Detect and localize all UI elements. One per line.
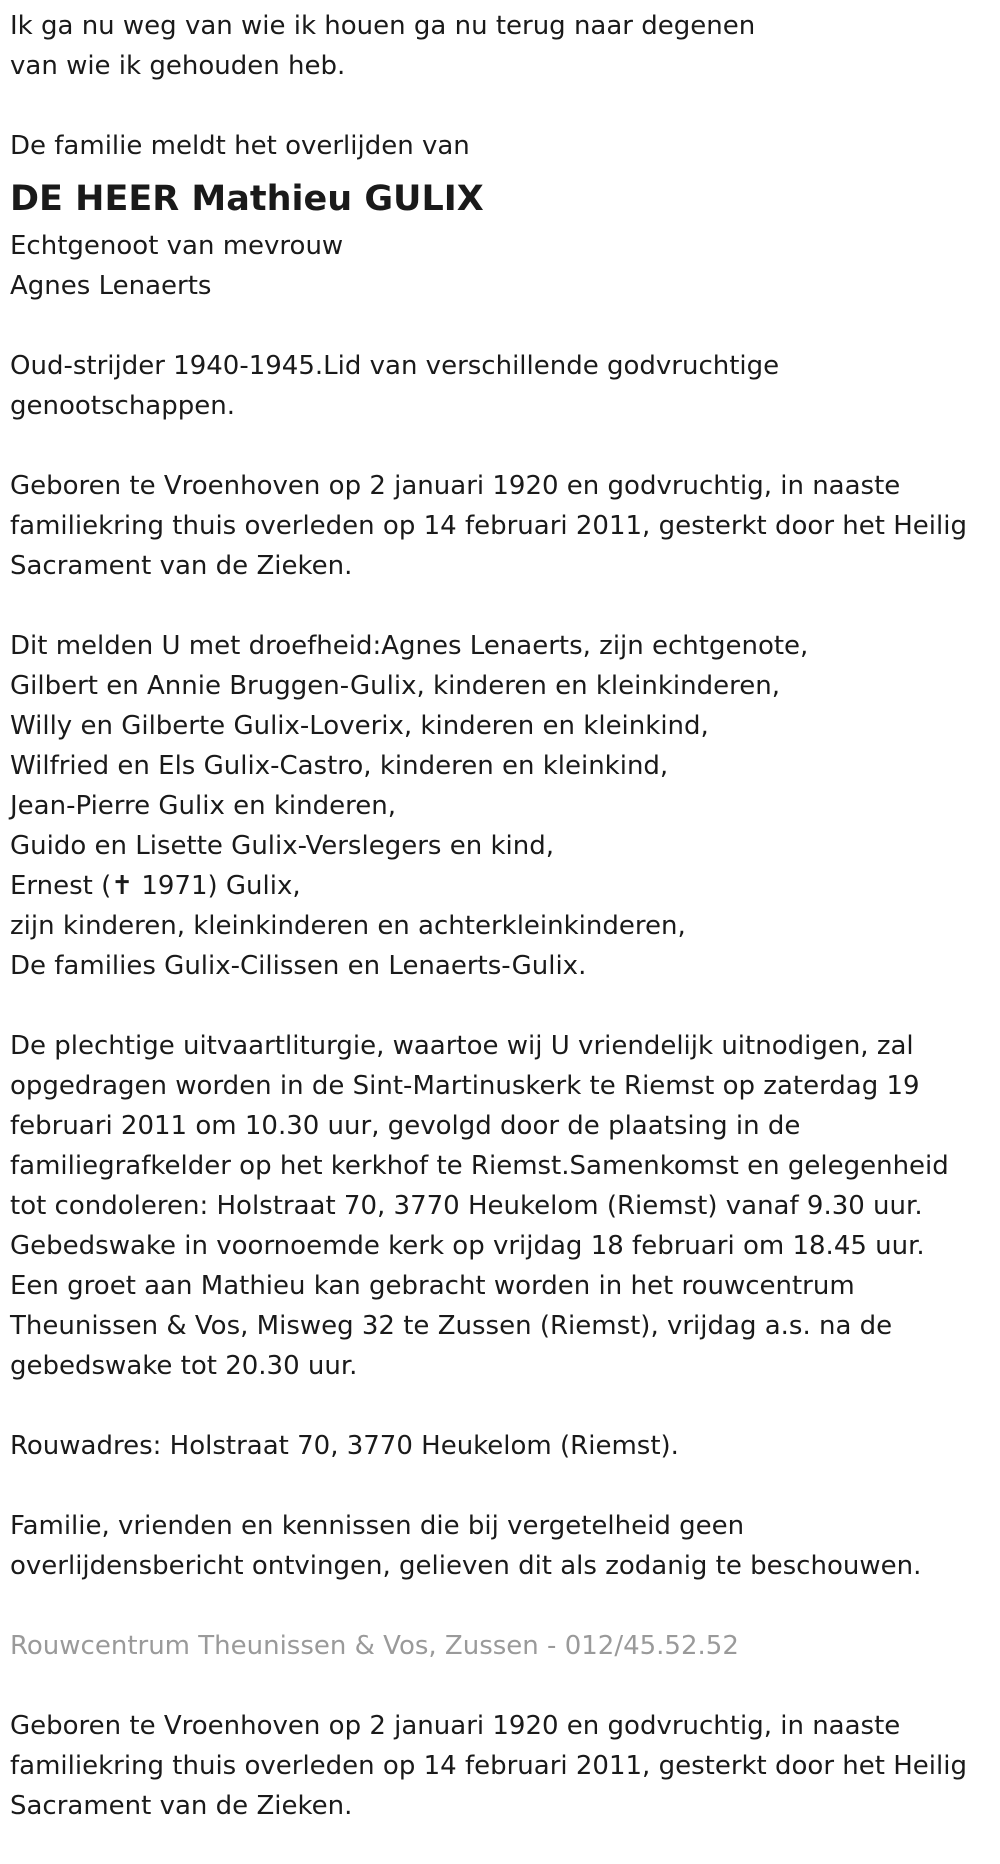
funeral-line: Gebedswake in voornoemde kerk op vrijdag 18 februari om 18.45 uur.: [10, 1231, 925, 1261]
deceased-name: DE HEER Mathieu GULIX: [10, 179, 484, 219]
intro-quote-line-2: van wie ik gehouden heb.: [10, 51, 346, 81]
intro-quote-line-1: Ik ga nu weg van wie ik houen ga nu terug naar degenen: [10, 11, 756, 41]
mourners-list: [10, 626, 990, 986]
birth-repeat-line-3: Sacrament van de Zieken.: [10, 1791, 353, 1821]
spouse-line-2: Agnes Lenaerts: [10, 271, 212, 301]
mourner-line: zijn kinderen, kleinkinderen en achterkleinkinderen,: [10, 911, 686, 941]
birth-repeat-line-2: familiekring thuis overleden op 14 februari 2011, gesterkt door het Heilig: [10, 1751, 967, 1781]
mourner-line: Guido en Lisette Gulix-Verslegers en kind,: [10, 831, 554, 861]
birth-line-2: familiekring thuis overleden op 14 februari 2011, gesterkt door het Heilig: [10, 511, 967, 541]
birth-repeat-line-1: Geboren te Vroenhoven op 2 januari 1920 en godvruchtig, in naaste: [10, 1711, 901, 1741]
mourner-line: Gilbert en Annie Bruggen-Gulix, kinderen en kleinkinderen,: [10, 671, 780, 701]
funeral-line: De plechtige uitvaartliturgie, waartoe wij U vriendelijk uitnodigen, zal: [10, 1031, 914, 1061]
veteran-line-1: Oud-strijder 1940-1945.Lid van verschillende godvruchtige: [10, 351, 780, 381]
mourner-line: Jean-Pierre Gulix en kinderen,: [10, 791, 396, 821]
mourner-line: Wilfried en Els Gulix-Castro, kinderen en kleinkind,: [10, 751, 669, 781]
funeral-line: Een groet aan Mathieu kan gebracht worden in het rouwcentrum: [10, 1271, 855, 1301]
spouse-line-1: Echtgenoot van mevrouw: [10, 231, 344, 261]
notice-line-2: overlijdensbericht ontvingen, gelieven dit als zodanig te beschouwen.: [10, 1551, 922, 1581]
mourner-line: Ernest (✝ 1971) Gulix,: [10, 871, 301, 901]
mourner-line: Willy en Gilberte Gulix-Loverix, kinderen en kleinkind,: [10, 711, 709, 741]
funeral-details: [10, 1026, 990, 1386]
mourning-address: Rouwadres: Holstraat 70, 3770 Heukelom (Riemst).: [10, 1431, 679, 1461]
funeral-home-credit: Rouwcentrum Theunissen & Vos, Zussen - 012/45.52.52: [10, 1631, 739, 1661]
funeral-line: familiegrafkelder op het kerkhof te Riemst.Samenkomst en gelegenheid: [10, 1151, 949, 1181]
mourner-line: De families Gulix-Cilissen en Lenaerts-Gulix.: [10, 951, 587, 981]
mourner-line: Dit melden U met droefheid:Agnes Lenaerts, zijn echtgenote,: [10, 631, 809, 661]
funeral-line: opgedragen worden in de Sint-Martinuskerk te Riemst op zaterdag 19: [10, 1071, 920, 1101]
funeral-line: februari 2011 om 10.30 uur, gevolgd door de plaatsing in de: [10, 1111, 801, 1141]
funeral-line: tot condoleren: Holstraat 70, 3770 Heukelom (Riemst) vanaf 9.30 uur.: [10, 1191, 923, 1221]
notice-line-1: Familie, vrienden en kennissen die bij vergetelheid geen: [10, 1511, 745, 1541]
birth-line-3: Sacrament van de Zieken.: [10, 551, 353, 581]
funeral-line: Theunissen & Vos, Misweg 32 te Zussen (Riemst), vrijdag a.s. na de: [10, 1311, 893, 1341]
announcement-text: De familie meldt het overlijden van: [10, 131, 470, 161]
veteran-line-2: genootschappen.: [10, 391, 235, 421]
birth-line-1: Geboren te Vroenhoven op 2 januari 1920 en godvruchtig, in naaste: [10, 471, 901, 501]
funeral-line: gebedswake tot 20.30 uur.: [10, 1351, 358, 1381]
